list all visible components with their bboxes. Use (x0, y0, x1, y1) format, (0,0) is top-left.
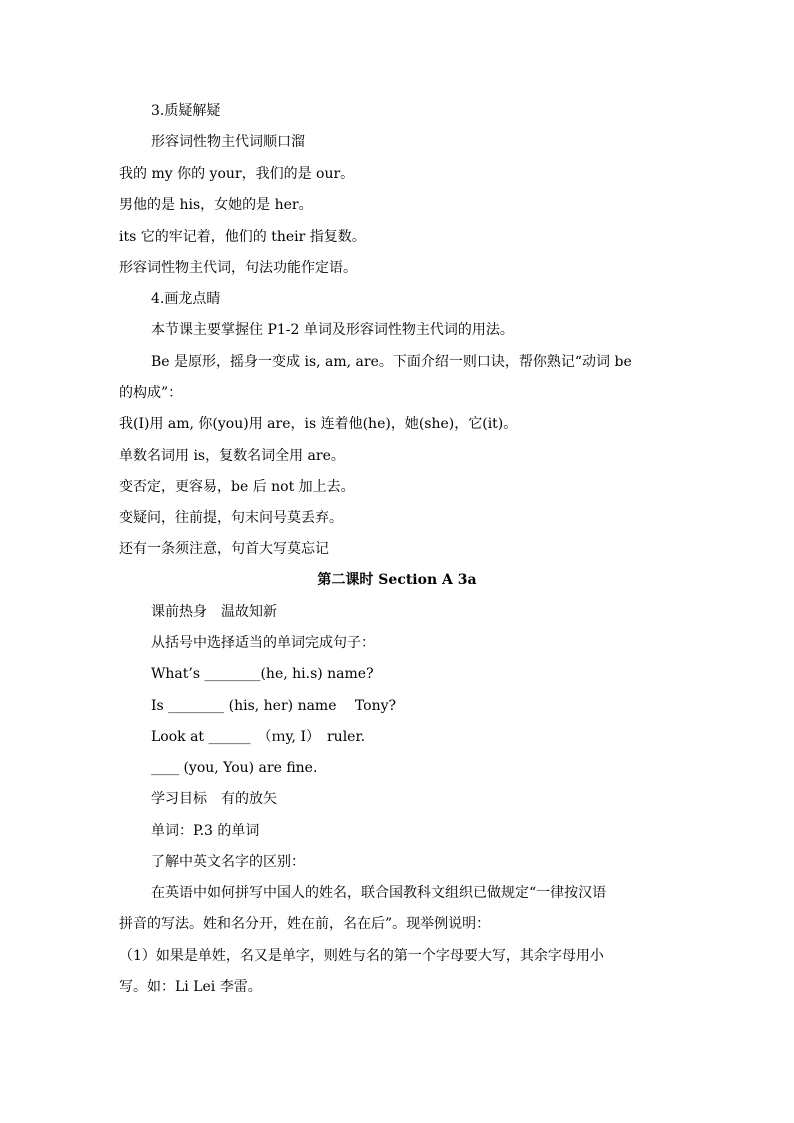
summary-text: 本节课主要掌握住 P1-2 单词及形容词性物主代词的用法。 (151, 322, 514, 338)
be-rhyme-line-1: 我(I)用 am, 你(you)用 are，is 连着他(he)，她(she)，它(it)。 (119, 416, 518, 432)
section-heading-3: 3.质疑解疑 (151, 103, 221, 119)
rhyme-line-1: 我的 my 你的 your，我们的是 our。 (119, 166, 355, 182)
be-intro-line-1: Be 是原形，摇身一变成 is, am, are。下面介绍一则口诀，帮你熟记“动词 be (151, 354, 632, 370)
exercise-item-4: ____ (you, You) are fine. (151, 760, 318, 776)
rhyme-line-4: 形容词性物主代词，句法功能作定语。 (119, 260, 357, 276)
be-rhyme-line-2: 单数名词用 is，复数名词全用 are。 (119, 448, 345, 464)
exercise-item-3: Look at ______ （ｍy, I） ruler. (151, 729, 366, 745)
exercise-item-1: What’s ________(he, hi.s) name? (151, 666, 374, 682)
exercise-item-2: Is ________ (his, her) name Tony? (151, 698, 397, 714)
exercise-instruction: 从括号中选择适当的单词完成句子： (151, 635, 375, 651)
names-title: 了解中英文名字的区别： (151, 854, 305, 870)
be-rhyme-line-3: 变否定，更容易，be 后 not 加上去。 (119, 479, 355, 495)
rhyme-title: 形容词性物主代词顺口溜 (151, 134, 305, 150)
names-paragraph-line-2: 拼音的写法。姓和名分开，姓在前，名在后”。现举例说明： (119, 916, 491, 932)
rule-1-line-1: （1）如果是单姓，名又是单字，则姓与名的第一个字母要大写，其余字母用小 (119, 948, 604, 964)
goals-words: 单词：P.3 的单词 (151, 823, 260, 839)
rhyme-line-2: 男他的是 his，女她的是 her。 (119, 197, 313, 213)
names-paragraph-line-1: 在英语中如何拼写中国人的姓名，联合国教科文组织已做规定“一律按汉语 (151, 885, 607, 901)
warmup-title: 课前热身 温故知新 (151, 604, 277, 620)
lesson-heading: 第二课时 Section A 3a (317, 572, 477, 588)
section-heading-4: 4.画龙点睛 (151, 291, 221, 307)
be-rhyme-line-5: 还有一条须注意，句首大写莫忘记 (119, 541, 329, 557)
be-intro-line-2: 的构成”： (119, 385, 183, 401)
goals-title: 学习目标 有的放矢 (151, 791, 277, 807)
rhyme-line-3: its 它的牢记着，他们的 their 指复数。 (119, 229, 366, 245)
be-rhyme-line-4: 变疑问，往前提，句末问号莫丢弃。 (119, 510, 343, 526)
rule-1-line-2: 写。如：Li Lei 李雷。 (119, 979, 262, 995)
